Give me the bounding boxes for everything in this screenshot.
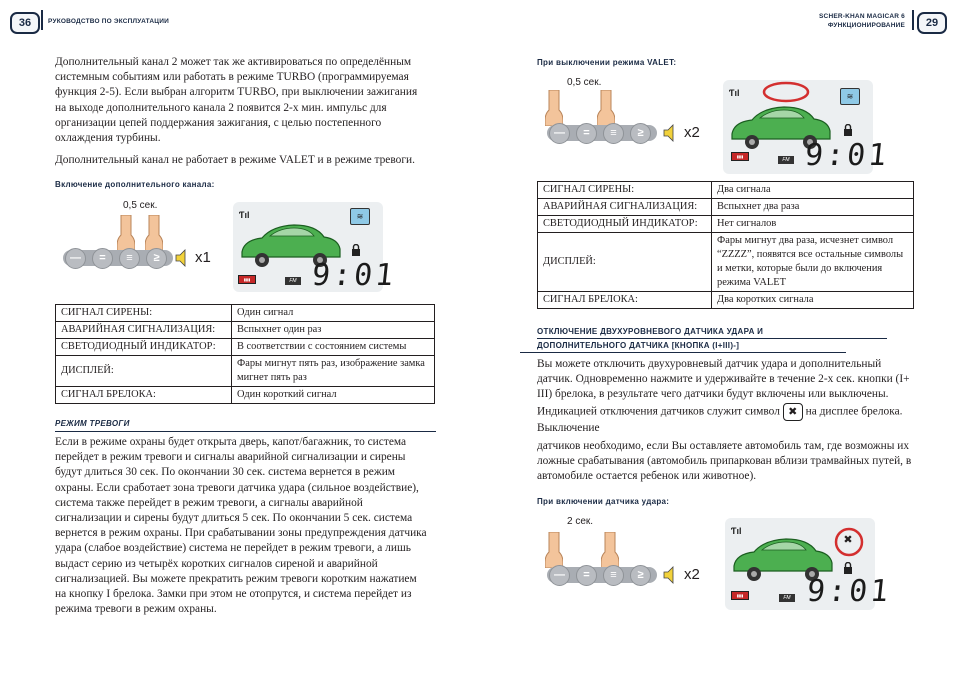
remote-button-3: ≡ — [603, 123, 624, 144]
table-row: СИГНАЛ БРЕЛОКА: Два коротких сигнала — [538, 292, 914, 309]
sensor-text-part1: Вы можете отключить двухуровневый датчик удара и дополнительный датчик. Одновременно нажмите и удерживайте в течение 2-х сек. кнопки (I+ III) брелока, в результате чего датчики будут включены или выключены. Индикацией отключения датчиков служит символ — [537, 358, 910, 418]
table-row: СВЕТОДИОДНЫЙ ИНДИКАТОР: Нет сигналов — [538, 216, 914, 233]
speaker-icon — [175, 249, 189, 267]
signal-count: x2 — [684, 566, 700, 583]
display-clock: 9:01 — [803, 138, 892, 173]
page-number-right: 29 — [917, 12, 947, 34]
highlight-circle — [833, 526, 865, 558]
press-duration: 0,5 сек. — [567, 77, 602, 88]
remote-button-3: ≡ — [119, 248, 140, 269]
lcd-display-valet — [723, 80, 892, 174]
header-right-line2: ФУНКЦИОНИРОВАНИЕ — [827, 22, 905, 29]
signal-count: x2 — [684, 124, 700, 141]
speaker-icon — [663, 566, 677, 584]
lock-icon — [843, 124, 853, 136]
table-row: СИГНАЛ СИРЕНЫ: Один сигнал — [56, 305, 435, 322]
table-row: СВЕТОДИОДНЫЙ ИНДИКАТОР: В соответствии с состоянием системы — [56, 339, 435, 356]
table-row: ДИСПЛЕЙ: Фары мигнут два раза, исчезнет символ “ZZZZ”, появятся все остальные символы и метки, которые были до включения режима VALET — [538, 233, 914, 292]
header-divider-left — [41, 10, 43, 30]
remote-button-4: ≥ — [146, 248, 167, 269]
finger-icon — [545, 532, 563, 568]
signal-count: x1 — [195, 249, 211, 266]
fm-icon: FM — [778, 156, 794, 164]
sensor-text-part2: на дисплее брелока. Выключение — [537, 405, 903, 434]
shock-sensor-icon: ✖ — [840, 534, 856, 547]
battery-icon: ▮▮▮ — [238, 275, 256, 284]
section-underline — [55, 431, 436, 432]
remote-button-1: — — [65, 248, 86, 269]
remote-button-1: — — [549, 123, 570, 144]
section-title-alarm: РЕЖИМ ТРЕВОГИ — [55, 419, 130, 428]
highlight-circle — [761, 80, 811, 104]
section-title-shock-line1: ОТКЛЮЧЕНИЕ ДВУХУРОВНЕВОГО ДАТЧИКА УДАРА И — [537, 327, 764, 336]
table-row: АВАРИЙНАЯ СИГНАЛИЗАЦИЯ: Вспыхнет один раз — [56, 322, 435, 339]
section-title-shock-on: При включении датчика удара: — [537, 497, 670, 506]
info-table-valet — [537, 181, 914, 309]
press-duration: 0,5 сек. — [123, 200, 158, 211]
lock-icon — [843, 562, 853, 574]
lcd-display-left — [233, 202, 399, 293]
alarm-text: Если в режиме охраны будет открыта дверь, капот/багажник, то система перейдет в режим тревоги и сигналы аварийной сигнализации и сирены будут длиться 30 сек. По окончании 30 сек. система вернется в режим охраны. Если сработает зона тревоги датчика удара (сильное воздействие), система также перейдет в режим тревоги, а сигналы аварийной сигнализации и сирены будут длиться 5 сек. По окончании 5 сек. система вернется в режим охраны. При срабатывании зоны предупреждения датчика удара (слабое воздействие) система не перейдет в режим тревоги, а лишь выдаст серию из четырёх коротких сигналов сиреной и аварийной сигнализацией. Вы можете прекратить режим тревоги коротким нажатием на кнопку I брелока. Замки при этом не отопрутся, и система перейдет из режима тревоги в режим охраны. — [55, 436, 427, 616]
remote-button-2: = — [576, 565, 597, 586]
press-duration: 2 сек. — [567, 516, 594, 527]
lock-icon — [351, 244, 361, 256]
remote-button-1: — — [549, 565, 570, 586]
header-left: РУКОВОДСТВО ПО ЭКСПЛУАТАЦИИ — [48, 18, 169, 25]
table-row: ДИСПЛЕЙ: Фары мигнут пять раз, изображение замка мигнет пять раз — [56, 356, 435, 387]
finger-icon — [601, 532, 619, 568]
remote-button-4: ≥ — [630, 565, 651, 586]
sensor-text-2: датчиков необходимо, если Вы оставляете автомобиль там, где возможны их ложные срабатывания (автомобиль припаркован вблизи трамвайных путей, в автомобиле остается ребенок или животное). — [537, 440, 912, 483]
remote-button-4: ≥ — [630, 123, 651, 144]
signal-strength-icon: Ƭıl — [239, 210, 250, 220]
battery-icon: ▮▮▮ — [731, 152, 749, 161]
section-underline — [520, 352, 846, 353]
fm-icon: FM — [779, 594, 795, 602]
signal-strength-icon: Ƭıl — [731, 526, 742, 536]
fm-icon: FM — [285, 277, 301, 285]
page-number-left: 36 — [10, 12, 40, 34]
sensor-off-icon: ✖ — [783, 403, 803, 421]
finger-icon — [117, 215, 135, 251]
lcd-display-shock — [725, 518, 894, 610]
intro-paragraph-2: Дополнительный канал не работает в режиме VALET и в режиме тревоги. — [55, 154, 415, 167]
signal-strength-icon: Ƭıl — [729, 88, 740, 98]
speaker-icon — [663, 124, 677, 142]
remote-button-3: ≡ — [603, 565, 624, 586]
section-underline — [537, 338, 887, 339]
table-row: СИГНАЛ СИРЕНЫ: Два сигнала — [538, 182, 914, 199]
valet-icon: ≋ — [840, 88, 860, 105]
display-clock: 9:01 — [805, 574, 894, 609]
valet-icon: ≋ — [350, 208, 370, 225]
section-title-shock-line2: ДОПОЛНИТЕЛЬНОГО ДАТЧИКА [КНОПКА (I+III)-] — [537, 341, 740, 350]
battery-icon: ▮▮▮ — [731, 591, 749, 600]
section-title-valet-off: При выключении режима VALET: — [537, 58, 677, 67]
remote-button-2: = — [576, 123, 597, 144]
section-title-aux-channel: Включение дополнительного канала: — [55, 180, 215, 189]
finger-icon — [145, 215, 163, 251]
finger-icon — [597, 90, 615, 126]
sensor-text — [537, 357, 917, 436]
table-row: СИГНАЛ БРЕЛОКА: Один короткий сигнал — [56, 387, 435, 404]
intro-paragraph-1: Дополнительный канал 2 может так же активироваться по определённым системным событиям или работать в режиме TURBO (программируемая функция 2-5). Если выбран алгоритм TURBO, при выключении зажигания на выходе дополнительного канала 2 появится 2-х мин. импульс для организации цепей поддержания зажигания, с целью постепенного охлаждения турбины. — [55, 56, 418, 145]
display-clock: 9:01 — [310, 258, 399, 293]
info-table-aux-channel — [55, 304, 435, 404]
finger-icon — [545, 90, 563, 126]
header-right-line1: SCHER-KHAN MAGICAR 6 — [819, 13, 905, 20]
table-row: АВАРИЙНАЯ СИГНАЛИЗАЦИЯ: Вспыхнет два раза — [538, 199, 914, 216]
remote-button-2: = — [92, 248, 113, 269]
header-divider-right — [912, 10, 914, 30]
intro-text — [55, 55, 427, 168]
